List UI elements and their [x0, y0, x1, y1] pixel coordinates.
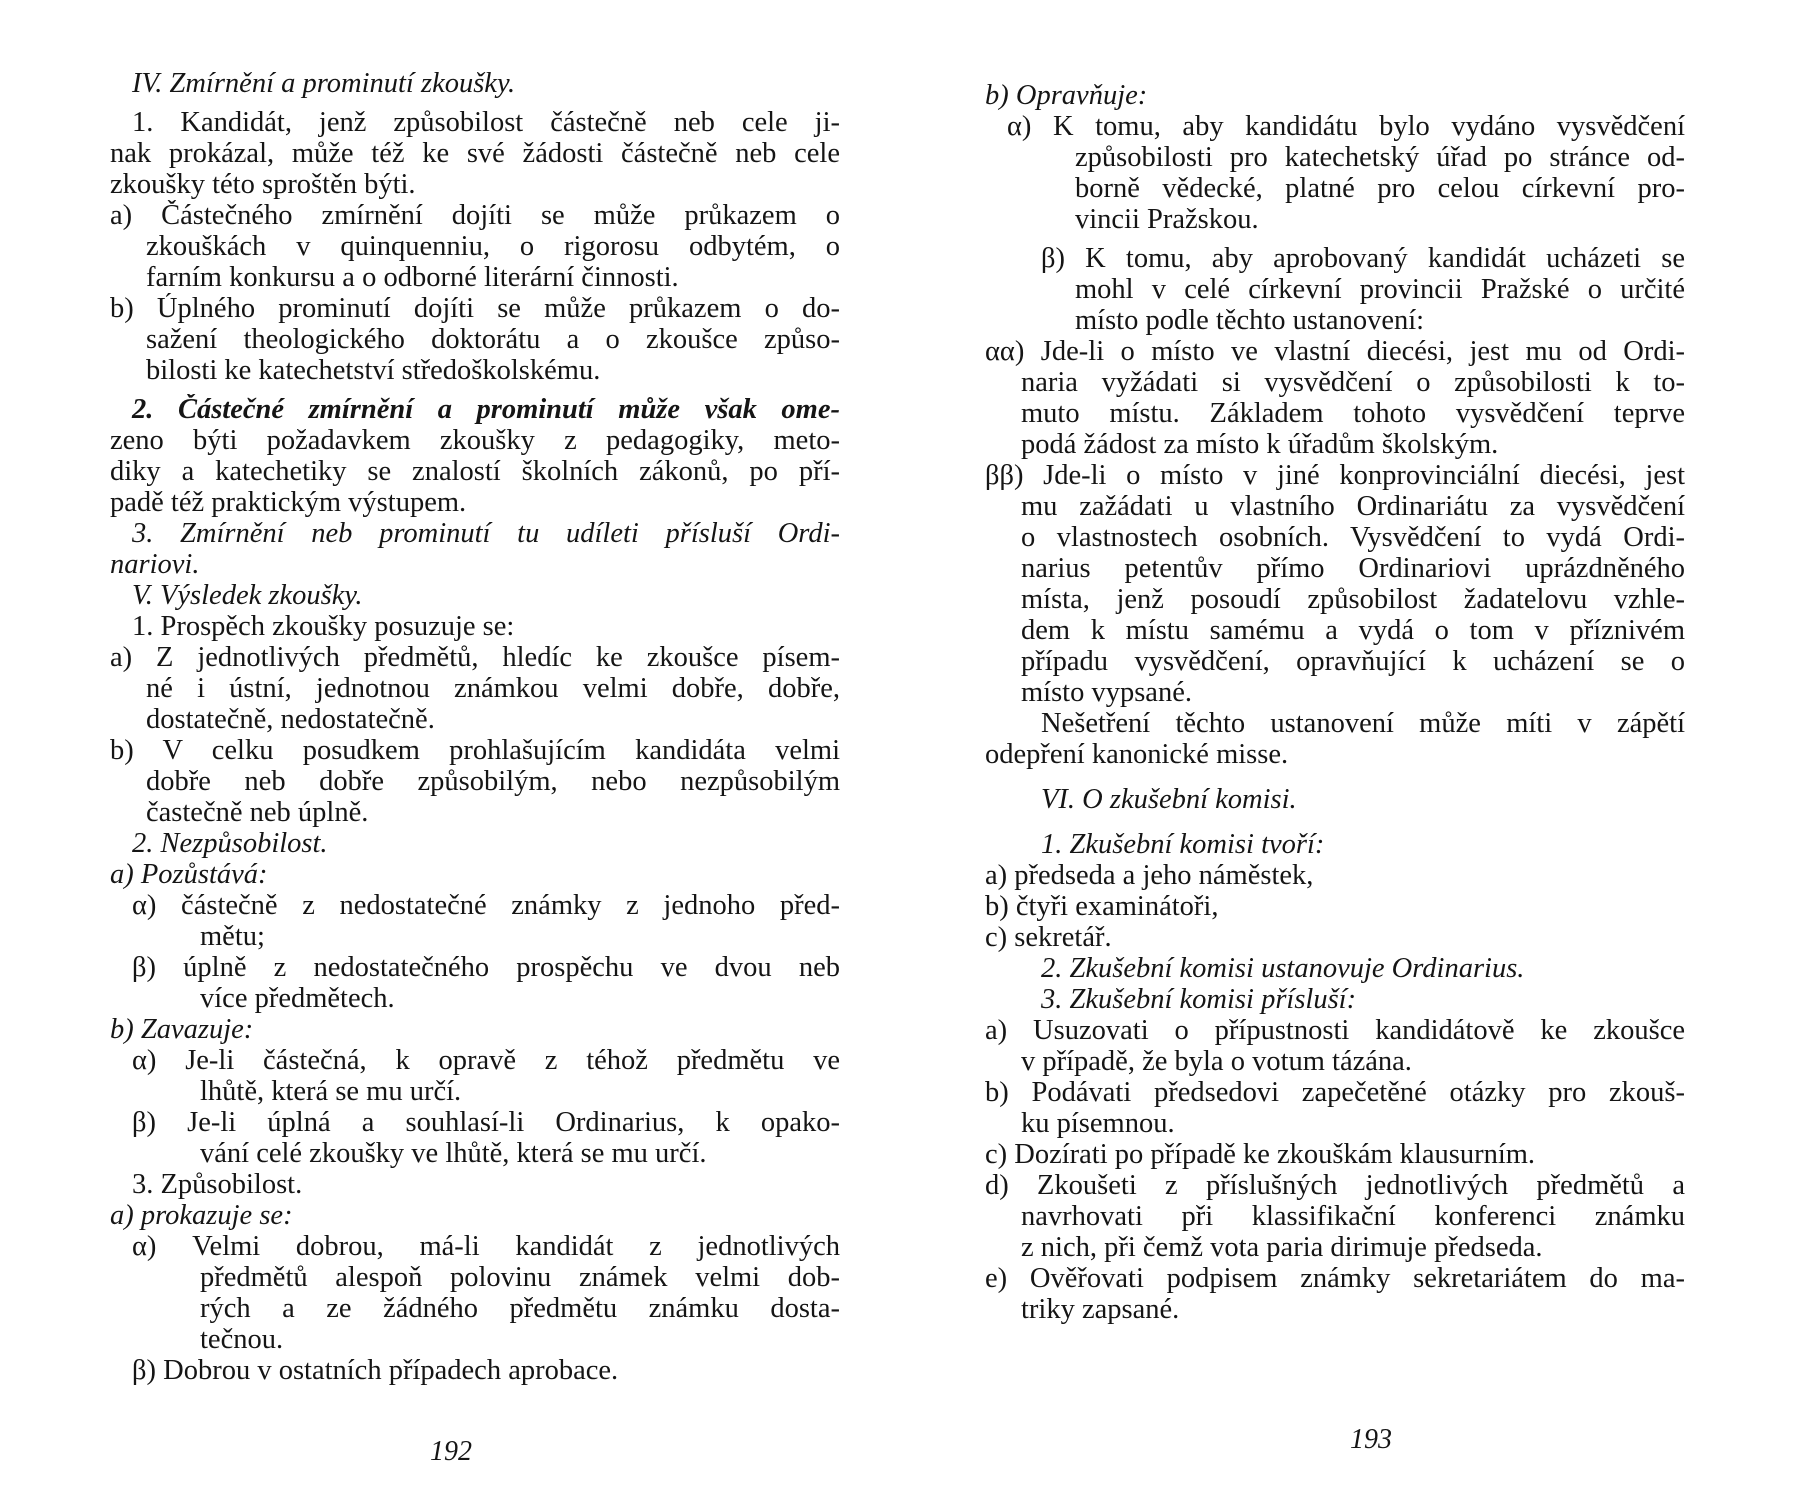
text-line: 2. Nezpůsobilost. [132, 828, 328, 859]
text-line: dobře neb dobře způsobilým, nebo nezpůsobilým [146, 766, 840, 797]
spacer [110, 99, 840, 107]
text-line: b) Podávati předsedovi zapečetěné otázky pro zkouš- [985, 1077, 1685, 1108]
text-line: mohl v celé církevní provincii Pražské o určité [1075, 274, 1685, 305]
text-line: lhůtě, která se mu určí. [200, 1076, 462, 1107]
text-line: více předmětech. [200, 983, 395, 1014]
text-line: b) Úplného prominutí dojíti se může průkazem o do- [110, 293, 840, 324]
text-line: mětu; [200, 921, 265, 952]
text-line: místa, jenž posoudí způsobilost žadatelovu vzhle- [1021, 584, 1685, 615]
text-line: a) předseda a jeho náměstek, [985, 860, 1314, 891]
text-line: β) Dobrou v ostatních případech aprobace. [132, 1355, 619, 1386]
text-line: sažení theologického doktorátu a o zkoušce způso- [146, 324, 840, 355]
text-line: α) Je-li částečná, k opravě z téhož předmětu ve [132, 1045, 840, 1076]
text-line: 3. Zmírnění neb prominutí tu udíleti přísluší Ordi- [132, 518, 840, 549]
spacer [985, 770, 1685, 784]
text-line: VI. O zkušební komisi. [1041, 784, 1297, 815]
text-line: zkouškách v quinquenniu, o rigorosu odbytém, o [146, 231, 840, 262]
text-line: 1. Prospěch zkoušky posuzuje se: [132, 611, 515, 642]
page-number-left: 192 [430, 1436, 472, 1467]
text-line: 3. Způsobilost. [132, 1169, 303, 1200]
text-line: αα) Jde-li o místo ve vlastní diecési, jest mu od Ordi- [985, 336, 1685, 367]
text-line: mu zažádati u vlastního Ordinariátu za vysvědčení [1021, 491, 1685, 522]
text-line: triky zapsané. [1021, 1294, 1180, 1325]
text-line: muto místu. Základem tohoto vysvědčení teprve [1021, 398, 1685, 429]
text-line: e) Ověřovati podpisem známky sekretariátem do ma- [985, 1263, 1685, 1294]
text-line: farním konkursu a o odborné literární činnosti. [146, 262, 679, 293]
text-line: případu vysvědčení, opravňující k ucházení se o [1021, 646, 1685, 677]
text-line: α) částečně z nedostatečné známky z jednoho před- [132, 890, 840, 921]
text-line: o vlastnostech osobních. Vysvědčení to vydá Ordi- [1021, 522, 1685, 553]
text-line: β) Je-li úplná a souhlasí-li Ordinarius, k opako- [132, 1107, 840, 1138]
text-line: tečnou. [200, 1324, 284, 1355]
text-line: odepření kanonické misse. [985, 739, 1289, 770]
text-line: 1. Zkušební komisi tvoří: [1041, 829, 1325, 860]
text-line: c) sekretář. [985, 922, 1112, 953]
text-line: IV. Zmírnění a prominutí zkoušky. [132, 68, 516, 99]
left-page-text [110, 68, 840, 1386]
text-line: a) Pozůstává: [110, 859, 268, 890]
text-line: b) Zavazuje: [110, 1014, 254, 1045]
spacer [985, 815, 1685, 829]
text-line: b) čtyři examinátoři, [985, 891, 1219, 922]
text-line: dem k místu samému a vydá o tom v příznivém [1021, 615, 1685, 646]
text-line: dostatečně, nedostatečně. [146, 704, 435, 735]
text-line: nak prokázal, může též ke své žádosti částečně neb cele [110, 138, 840, 169]
text-line: předmětů alespoň polovinu známek velmi dob- [200, 1262, 840, 1293]
right-page-text [985, 80, 1685, 1325]
text-line: b) V celku posudkem prohlašujícím kandidáta velmi [110, 735, 840, 766]
text-line: a) Usuzovati o přípustnosti kandidátově ke zkoušce [985, 1015, 1685, 1046]
text-line: způsobilosti pro katechetský úřad po stránce od- [1075, 142, 1685, 173]
text-line: a) prokazuje se: [110, 1200, 293, 1231]
text-line: c) Dozírati po případě ke zkouškám klausurním. [985, 1139, 1536, 1170]
page-number-right: 193 [1350, 1424, 1392, 1455]
text-line: d) Zkoušeti z příslušných jednotlivých předmětů a [985, 1170, 1685, 1201]
text-line: zkoušky této sproštěn býti. [110, 169, 416, 200]
spacer [110, 386, 840, 394]
text-line: β) úplně z nedostatečného prospěchu ve dvou neb [132, 952, 840, 983]
text-line: β) K tomu, aby aprobovaný kandidát ucházeti se [1041, 243, 1685, 274]
text-line: častečně neb úplně. [146, 797, 369, 828]
text-line: ku písemnou. [1021, 1108, 1175, 1139]
text-line: bilosti ke katechetství středoškolskému. [146, 355, 601, 386]
text-line: borně vědecké, platné pro celou církevní pro- [1075, 173, 1685, 204]
text-line: vání celé zkoušky ve lhůtě, která se mu určí. [200, 1138, 707, 1169]
text-line: b) Opravňuje: [985, 80, 1148, 111]
text-line: 2. Částečné zmírnění a prominutí může však ome- [132, 394, 840, 425]
text-line: padě též praktickým výstupem. [110, 487, 467, 518]
text-line: V. Výsledek zkoušky. [132, 580, 363, 611]
spacer [985, 235, 1685, 243]
text-line: α) K tomu, aby kandidátu bylo vydáno vysvědčení [1007, 111, 1685, 142]
text-line: 3. Zkušební komisi přísluší: [1041, 984, 1357, 1015]
text-line: rých a ze žádného předmětu známku dosta- [200, 1293, 840, 1324]
right-page [905, 0, 1810, 1500]
text-line: diky a katechetiky se znalostí školních zákonů, po pří- [110, 456, 840, 487]
text-line: 2. Zkušební komisi ustanovuje Ordinarius. [1041, 953, 1525, 984]
text-line: podá žádost za místo k úřadům školským. [1021, 429, 1499, 460]
text-line: né i ústní, jednotnou známkou velmi dobře, dobře, [146, 673, 840, 704]
text-line: místo vypsané. [1021, 677, 1192, 708]
text-line: v případě, že byla o votum tázána. [1021, 1046, 1412, 1077]
text-line: naria vyžádati si vysvědčení o způsobilosti k to- [1021, 367, 1685, 398]
text-line: a) Částečného zmírnění dojíti se může průkazem o [110, 200, 840, 231]
text-line: vincii Pražskou. [1075, 204, 1259, 235]
text-line: navrhovati při klassifikační konferenci známku [1021, 1201, 1685, 1232]
text-line: nariovi. [110, 549, 200, 580]
text-line: Nešetření těchto ustanovení může míti v zápětí [1041, 708, 1685, 739]
text-line: zeno býti požadavkem zkoušky z pedagogiky, meto- [110, 425, 840, 456]
text-line: 1. Kandidát, jenž způsobilost částečně neb cele ji- [132, 107, 840, 138]
text-line: ββ) Jde-li o místo v jiné konprovinciální diecési, jest [985, 460, 1685, 491]
text-line: z nich, při čemž vota paria dirimuje předseda. [1021, 1232, 1543, 1263]
text-line: narius petentův přímo Ordinariovi uprázdněného [1021, 553, 1685, 584]
text-line: α) Velmi dobrou, má-li kandidát z jednotlivých [132, 1231, 840, 1262]
text-line: místo podle těchto ustanovení: [1075, 305, 1425, 336]
text-line: a) Z jednotlivých předmětů, hledíc ke zkoušce písem- [110, 642, 840, 673]
